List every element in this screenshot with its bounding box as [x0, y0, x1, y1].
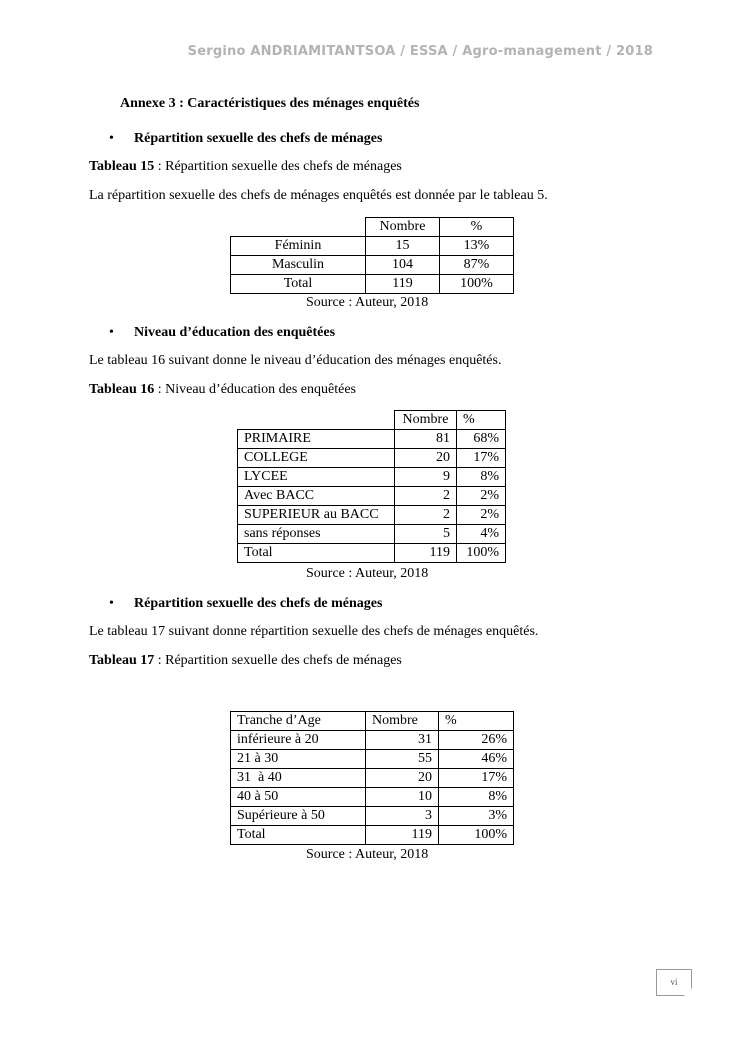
table-cell: 2 — [395, 487, 457, 506]
table-cell: 40 à 50 — [231, 788, 366, 807]
table-row — [231, 237, 514, 256]
table-cell: 81 — [395, 430, 457, 449]
table-cell: 8% — [439, 788, 514, 807]
table15-source: Source : Auteur, 2018 — [306, 295, 429, 310]
table-cell: 100% — [457, 544, 506, 563]
table-row — [238, 544, 506, 563]
table-row — [238, 525, 506, 544]
bullet-icon: • — [109, 131, 114, 146]
section2-heading — [109, 325, 336, 341]
table-header-cell: % — [439, 712, 514, 731]
table-cell: 119 — [366, 826, 439, 845]
caption-text: : Répartition sexuelle des chefs de ménages — [154, 653, 402, 668]
table-cell: COLLEGE — [238, 449, 395, 468]
bullet-icon: • — [109, 325, 114, 340]
section3-heading — [109, 596, 383, 612]
table-cell: PRIMAIRE — [238, 430, 395, 449]
table-blank-cell — [231, 218, 366, 237]
section1-heading — [109, 131, 383, 147]
page-number: vi — [656, 969, 692, 996]
table-cell: 119 — [395, 544, 457, 563]
table-header-row — [238, 411, 506, 430]
table-cell: Total — [238, 544, 395, 563]
table-cell: 2 — [395, 506, 457, 525]
table-row — [238, 449, 506, 468]
table-cell: 26% — [439, 731, 514, 750]
table-header-row — [231, 712, 514, 731]
table-cell: Féminin — [231, 237, 366, 256]
section1-heading-text: Répartition sexuelle des chefs de ménages — [134, 131, 383, 146]
caption-label: Tableau 17 — [89, 653, 155, 668]
table-16 — [237, 410, 506, 563]
table-cell: 31 — [366, 731, 439, 750]
table-cell: inférieure à 20 — [231, 731, 366, 750]
table-cell: 13% — [440, 237, 514, 256]
caption-text: : Répartition sexuelle des chefs de ménages — [154, 159, 402, 174]
section2-heading-text: Niveau d’éducation des enquêtées — [134, 325, 336, 340]
table-header-row — [231, 218, 514, 237]
table-cell: 20 — [366, 769, 439, 788]
table-cell: Masculin — [231, 256, 366, 275]
caption-text: : Niveau d’éducation des enquêtées — [154, 382, 356, 397]
table-cell: 100% — [439, 826, 514, 845]
table-cell: 55 — [366, 750, 439, 769]
table-cell: Supérieure à 50 — [231, 807, 366, 826]
table-blank-cell — [238, 411, 395, 430]
table-row — [231, 769, 514, 788]
section3-heading-text: Répartition sexuelle des chefs de ménages — [134, 596, 383, 611]
section3-paragraph: Le tableau 17 suivant donne répartition sexuelle des chefs de ménages enquêtés. — [89, 624, 539, 639]
table-cell: 3 — [366, 807, 439, 826]
table-cell: sans réponses — [238, 525, 395, 544]
table-cell: 15 — [366, 237, 440, 256]
table-row — [238, 487, 506, 506]
table-cell: SUPERIEUR au BACC — [238, 506, 395, 525]
table-row — [238, 468, 506, 487]
table16-source: Source : Auteur, 2018 — [306, 566, 429, 581]
table-header-cell: % — [457, 411, 506, 430]
table-header-cell: Nombre — [366, 712, 439, 731]
table-cell: 2% — [457, 506, 506, 525]
table16-caption — [89, 382, 356, 398]
table-cell: 8% — [457, 468, 506, 487]
table-cell: 20 — [395, 449, 457, 468]
table-row — [231, 788, 514, 807]
table-cell: 68% — [457, 430, 506, 449]
table15-caption — [89, 159, 402, 175]
table-cell: Total — [231, 275, 366, 294]
table-row — [238, 506, 506, 525]
table-15 — [230, 217, 514, 294]
table-row — [231, 826, 514, 845]
caption-label: Tableau 15 — [89, 159, 155, 174]
table-header-cell: Nombre — [366, 218, 440, 237]
table-cell: 3% — [439, 807, 514, 826]
table-cell: Avec BACC — [238, 487, 395, 506]
table-header-cell: Nombre — [395, 411, 457, 430]
table-cell: 46% — [439, 750, 514, 769]
table-cell: 100% — [440, 275, 514, 294]
table-cell: 104 — [366, 256, 440, 275]
table-cell: 119 — [366, 275, 440, 294]
table-cell: 21 à 30 — [231, 750, 366, 769]
bullet-icon: • — [109, 596, 114, 611]
table-cell: 17% — [457, 449, 506, 468]
table-cell: 4% — [457, 525, 506, 544]
table-17 — [230, 711, 514, 845]
table-cell: 17% — [439, 769, 514, 788]
table-header-cell: % — [440, 218, 514, 237]
section1-paragraph: La répartition sexuelle des chefs de ménages enquêtés est donnée par le tableau 5. — [89, 188, 548, 203]
table-cell: 87% — [440, 256, 514, 275]
table-cell: 31 à 40 — [231, 769, 366, 788]
table-cell: 10 — [366, 788, 439, 807]
table-row — [231, 750, 514, 769]
annex-title: Annexe 3 : Caractéristiques des ménages enquêtés — [120, 96, 420, 111]
table17-caption — [89, 653, 402, 669]
table-row — [231, 807, 514, 826]
table-row — [231, 275, 514, 294]
table-row — [238, 430, 506, 449]
table-header-cell: Tranche d’Age — [231, 712, 366, 731]
table-cell: 2% — [457, 487, 506, 506]
page-header: Sergino ANDRIAMITANTSOA / ESSA / Agro-management / 2018 — [187, 44, 653, 59]
table-row — [231, 731, 514, 750]
caption-label: Tableau 16 — [89, 382, 155, 397]
table-cell: 9 — [395, 468, 457, 487]
table-cell: 5 — [395, 525, 457, 544]
table-row — [231, 256, 514, 275]
table-cell: Total — [231, 826, 366, 845]
section2-paragraph: Le tableau 16 suivant donne le niveau d’éducation des ménages enquêtés. — [89, 353, 502, 368]
table-cell: LYCEE — [238, 468, 395, 487]
table17-source: Source : Auteur, 2018 — [306, 847, 429, 862]
